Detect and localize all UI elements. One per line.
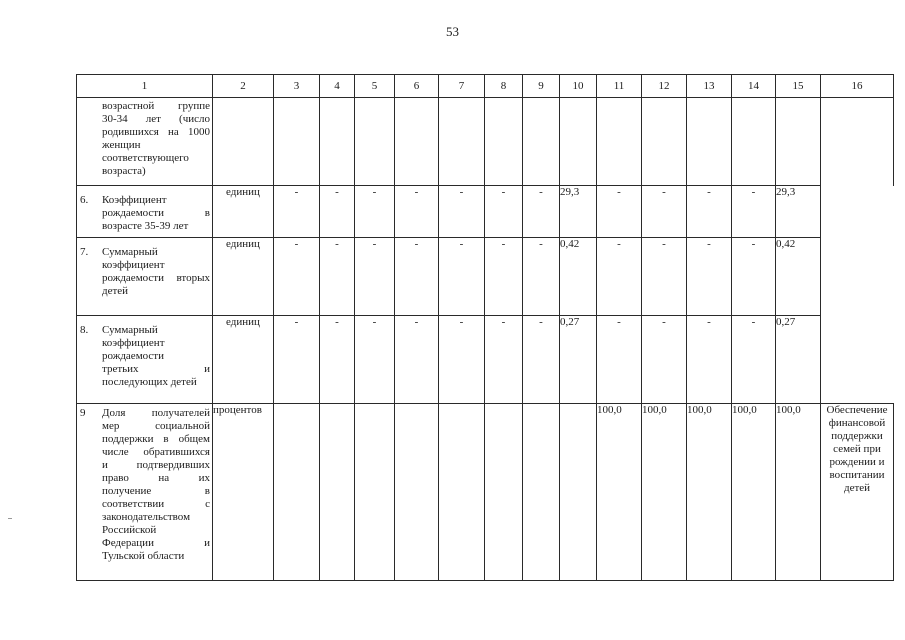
empty-cell xyxy=(395,404,439,581)
column-header-9: 9 xyxy=(523,75,560,98)
empty-cell xyxy=(523,404,560,581)
table-row-8 xyxy=(77,316,894,404)
indicator-name-cell xyxy=(77,98,213,186)
value-cell: 100,0 xyxy=(642,404,687,581)
value-cell: - xyxy=(439,316,485,404)
empty-cell xyxy=(523,98,560,186)
indicator-name-line: рождаемости xyxy=(102,350,164,362)
value-cell: - xyxy=(355,316,395,404)
column-header-15: 15 xyxy=(776,75,821,98)
indicator-name-line: получение в xyxy=(102,485,210,497)
empty-cell xyxy=(320,98,355,186)
empty-cell xyxy=(821,238,894,316)
note-line: поддержки xyxy=(831,430,883,442)
empty-cell xyxy=(355,98,395,186)
table-row-continued xyxy=(77,98,894,186)
indicator-name-line: рождаемости в xyxy=(102,207,210,219)
indicator-name-line: коэффициент xyxy=(102,337,165,349)
note-cell xyxy=(821,404,894,581)
indicator-name-line: Тульской области xyxy=(102,550,185,562)
row-number: 9 xyxy=(80,407,86,419)
empty-cell xyxy=(485,404,523,581)
value-cell: - xyxy=(642,316,687,404)
empty-cell xyxy=(776,98,821,186)
indicator-name-line: числе обратившихся xyxy=(102,446,210,458)
unit-cell: единиц xyxy=(213,316,274,404)
indicator-name-line: и подтвердивших xyxy=(102,459,210,471)
indicator-name-line: возрасте 35-39 лет xyxy=(102,220,189,232)
empty-cell xyxy=(274,98,320,186)
note-line: финансовой xyxy=(828,417,886,429)
value-cell: - xyxy=(320,238,355,316)
value-cell: - xyxy=(395,316,439,404)
value-cell: - xyxy=(597,186,642,238)
value-cell: - xyxy=(395,238,439,316)
value-cell: - xyxy=(597,238,642,316)
value-cell: 100,0 xyxy=(776,404,821,581)
table-header-row xyxy=(77,75,894,98)
empty-cell xyxy=(560,98,597,186)
value-cell: - xyxy=(439,186,485,238)
value-cell: 100,0 xyxy=(687,404,732,581)
page-number: 53 xyxy=(446,24,459,39)
column-header-6: 6 xyxy=(395,75,439,98)
value-cell: - xyxy=(274,316,320,404)
indicator-name-line: Суммарный xyxy=(102,324,158,336)
indicator-name-line: Суммарный xyxy=(102,246,158,258)
empty-cell xyxy=(732,98,776,186)
indicator-name-cell xyxy=(77,404,213,581)
indicator-name-line: третьих и xyxy=(102,363,210,375)
table-row-7 xyxy=(77,238,894,316)
empty-cell xyxy=(821,186,894,238)
indicator-name-line: 30-34 лет (число xyxy=(102,113,210,125)
column-header-12: 12 xyxy=(642,75,687,98)
value-cell: 0,42 xyxy=(776,238,821,316)
empty-cell xyxy=(642,98,687,186)
empty-cell xyxy=(274,404,320,581)
indicator-name-line: рождаемости вторых xyxy=(102,272,210,284)
value-cell: - xyxy=(320,186,355,238)
empty-cell xyxy=(439,404,485,581)
note-line: рождении и xyxy=(829,456,885,468)
empty-cell xyxy=(320,404,355,581)
value-cell: 100,0 xyxy=(732,404,776,581)
row-number: 6. xyxy=(80,194,89,206)
indicator-name-line: право на их xyxy=(102,472,210,484)
indicator-name-cell xyxy=(77,316,213,404)
indicators-table xyxy=(76,74,894,581)
value-cell: 29,3 xyxy=(560,186,597,238)
value-cell: - xyxy=(320,316,355,404)
value-cell: - xyxy=(355,186,395,238)
indicator-name-line: женщин xyxy=(102,139,141,151)
value-cell: - xyxy=(732,186,776,238)
value-cell: - xyxy=(687,238,732,316)
value-cell: - xyxy=(355,238,395,316)
value-cell: - xyxy=(274,238,320,316)
note-line: детей xyxy=(843,482,871,494)
empty-cell xyxy=(821,316,894,404)
indicator-name-line: возраста) xyxy=(102,165,146,177)
empty-cell xyxy=(213,98,274,186)
value-cell: - xyxy=(642,186,687,238)
empty-cell xyxy=(485,98,523,186)
value-cell: - xyxy=(523,316,560,404)
column-header-16: 16 xyxy=(821,75,894,98)
note-line: семей при xyxy=(833,443,881,455)
value-cell: - xyxy=(485,186,523,238)
indicator-name-line: законодательством xyxy=(102,511,191,523)
indicator-name-line: соответствии с xyxy=(102,498,210,510)
column-header-7: 7 xyxy=(439,75,485,98)
empty-cell xyxy=(395,98,439,186)
empty-cell xyxy=(560,404,597,581)
indicator-name-line: коэффициент xyxy=(102,259,165,271)
column-header-1: 1 xyxy=(77,75,213,98)
column-header-4: 4 xyxy=(320,75,355,98)
column-header-10: 10 xyxy=(560,75,597,98)
column-header-13: 13 xyxy=(687,75,732,98)
row-number: 8. xyxy=(80,324,89,336)
value-cell: - xyxy=(439,238,485,316)
column-header-8: 8 xyxy=(485,75,523,98)
value-cell: - xyxy=(523,238,560,316)
indicator-name-line: Доля получателей xyxy=(102,407,210,419)
value-cell: - xyxy=(395,186,439,238)
note-line: воспитании xyxy=(829,469,885,481)
empty-cell xyxy=(687,98,732,186)
row-number: 7. xyxy=(80,246,89,258)
empty-cell xyxy=(355,404,395,581)
value-cell: 0,27 xyxy=(776,316,821,404)
value-cell: 29,3 xyxy=(776,186,821,238)
note-line: Обеспечение xyxy=(826,404,888,416)
column-header-2: 2 xyxy=(213,75,274,98)
indicator-name-line: Федерации и xyxy=(102,537,210,549)
value-cell: - xyxy=(732,316,776,404)
scan-speck xyxy=(8,518,12,519)
indicator-name-line: мер социальной xyxy=(102,420,210,432)
indicator-name-line: последующих детей xyxy=(102,376,197,388)
unit-cell: единиц xyxy=(213,238,274,316)
indicator-name-line: возрастной группе xyxy=(102,100,210,112)
value-cell: - xyxy=(485,316,523,404)
empty-cell xyxy=(821,98,894,186)
empty-cell xyxy=(439,98,485,186)
value-cell: - xyxy=(642,238,687,316)
indicator-name-cell xyxy=(77,186,213,238)
indicator-name-line: Российской xyxy=(102,524,157,536)
value-cell: 0,27 xyxy=(560,316,597,404)
value-cell: - xyxy=(732,238,776,316)
unit-cell: единиц xyxy=(213,186,274,238)
table-row-6 xyxy=(77,186,894,238)
indicator-name-line: Коэффициент xyxy=(102,194,167,206)
column-header-5: 5 xyxy=(355,75,395,98)
indicator-name-line: детей xyxy=(102,285,129,297)
indicator-name-line: соответствующего xyxy=(102,152,189,164)
indicator-name-line: родившихся на 1000 xyxy=(102,126,210,138)
value-cell: - xyxy=(687,186,732,238)
value-cell: 100,0 xyxy=(597,404,642,581)
value-cell: - xyxy=(597,316,642,404)
table-row-9 xyxy=(77,404,894,581)
empty-cell xyxy=(597,98,642,186)
value-cell: 0,42 xyxy=(560,238,597,316)
value-cell: - xyxy=(274,186,320,238)
value-cell: - xyxy=(523,186,560,238)
indicator-name-line: поддержки в общем xyxy=(102,433,210,445)
value-cell: - xyxy=(687,316,732,404)
column-header-11: 11 xyxy=(597,75,642,98)
value-cell: - xyxy=(485,238,523,316)
column-header-14: 14 xyxy=(732,75,776,98)
unit-cell: процентов xyxy=(213,404,274,581)
column-header-3: 3 xyxy=(274,75,320,98)
indicator-name-cell xyxy=(77,238,213,316)
